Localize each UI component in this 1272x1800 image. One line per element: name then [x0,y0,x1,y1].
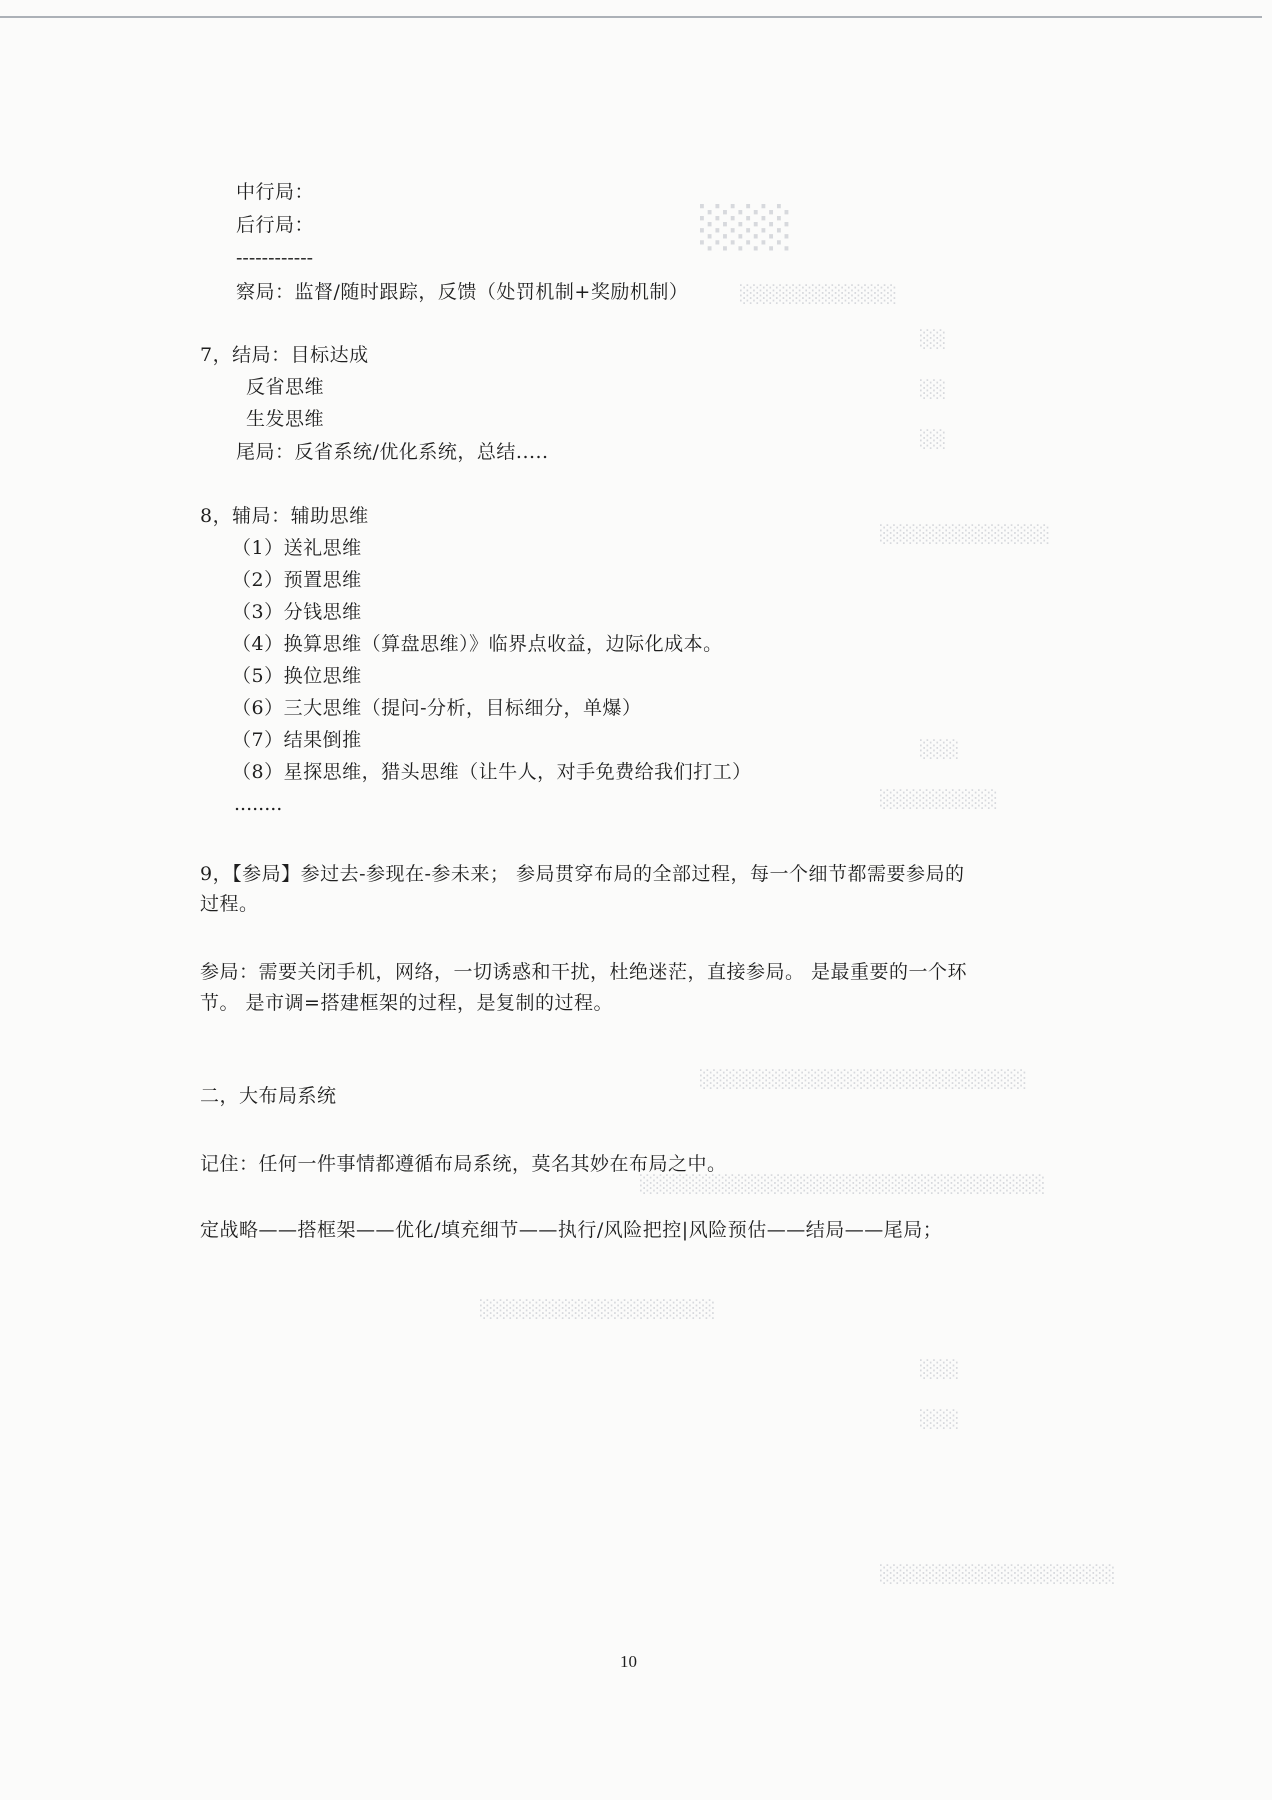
list-item: （3）分钱思维 [232,601,362,623]
text-line: 参局：需要关闭手机，网络，一切诱惑和干扰，杜绝迷茫，直接参局。 是最重要的一个环 [200,961,968,983]
page-number: 10 [620,1652,637,1671]
text-line: 节。 是市调=搭建框架的过程，是复制的过程。 [200,992,613,1014]
section-heading: 二，大布局系统 [200,1085,337,1107]
list-item: （6）三大思维（提问-分析，目标细分，单爆） [232,697,642,719]
bleed-through-mark: ░░░░░░░░░░░░░░░░░░░░░░░░░░░░░░░ [640,1175,1046,1195]
bleed-through-mark: ░░░ [920,1360,960,1380]
list-item: （4）换算思维（算盘思维）》临界点收益，边际化成本。 [232,633,723,655]
list-item: （2）预置思维 [232,569,362,591]
bleed-through-mark: ░░░ [700,205,793,251]
text-line: 记住：任何一件事情都遵循布局系统，莫名其妙在布局之中。 [200,1153,727,1175]
bleed-through-mark: ░░░░░░░░░ [880,790,998,810]
list-item: （1）送礼思维 [232,537,362,559]
list-item: （8）星探思维，猎头思维（让牛人，对手免费给我们打工） [232,761,752,783]
bleed-through-mark: ░░░ [920,1410,960,1430]
section-heading: 9，【参局】参过去-参现在-参未来； 参局贯穿布局的全部过程，每一个细节都需要参局的 [200,863,965,885]
bleed-through-mark: ░░░░░░░░░░░░░░░░░░░░░░░░░ [700,1070,1027,1090]
bleed-through-mark: ░░░░░░░░░░░░░ [880,525,1050,545]
scan-top-rule [0,16,1262,18]
text-line: 定战略——搭框架——优化/填充细节——执行/风险把控|风险预估——结局——尾局； [200,1219,943,1241]
bleed-through-mark: ░░░░░░░░░░░░░░░░░░ [480,1300,716,1320]
text-line: 后行局： [236,214,315,236]
text-line: 过程。 [200,893,259,915]
bleed-through-mark: ░░░░░░░░░░░░ [740,285,897,305]
section-heading: 8，辅局：辅助思维 [200,505,369,527]
bleed-through-mark: ░░ [920,430,947,450]
text-line: 生发思维 [246,408,325,430]
section-heading: 7，结局：目标达成 [200,344,369,366]
text-line: 反省思维 [246,376,325,398]
bleed-through-mark: ░░░░░░░░░░░░░░░░░░ [880,1565,1116,1585]
bleed-through-mark: ░░ [920,330,947,350]
text-line: 察局：监督/随时跟踪，反馈（处罚机制+奖励机制） [236,281,689,303]
text-line: ........ [234,793,283,815]
bleed-through-mark: ░░ [920,380,947,400]
text-line: ------------ [236,247,314,269]
text-line: 中行局： [236,181,315,203]
list-item: （7）结果倒推 [232,729,362,751]
bleed-through-mark: ░░░ [920,740,960,760]
text-line: 尾局：反省系统/优化系统，总结..... [236,441,549,463]
list-item: （5）换位思维 [232,665,362,687]
